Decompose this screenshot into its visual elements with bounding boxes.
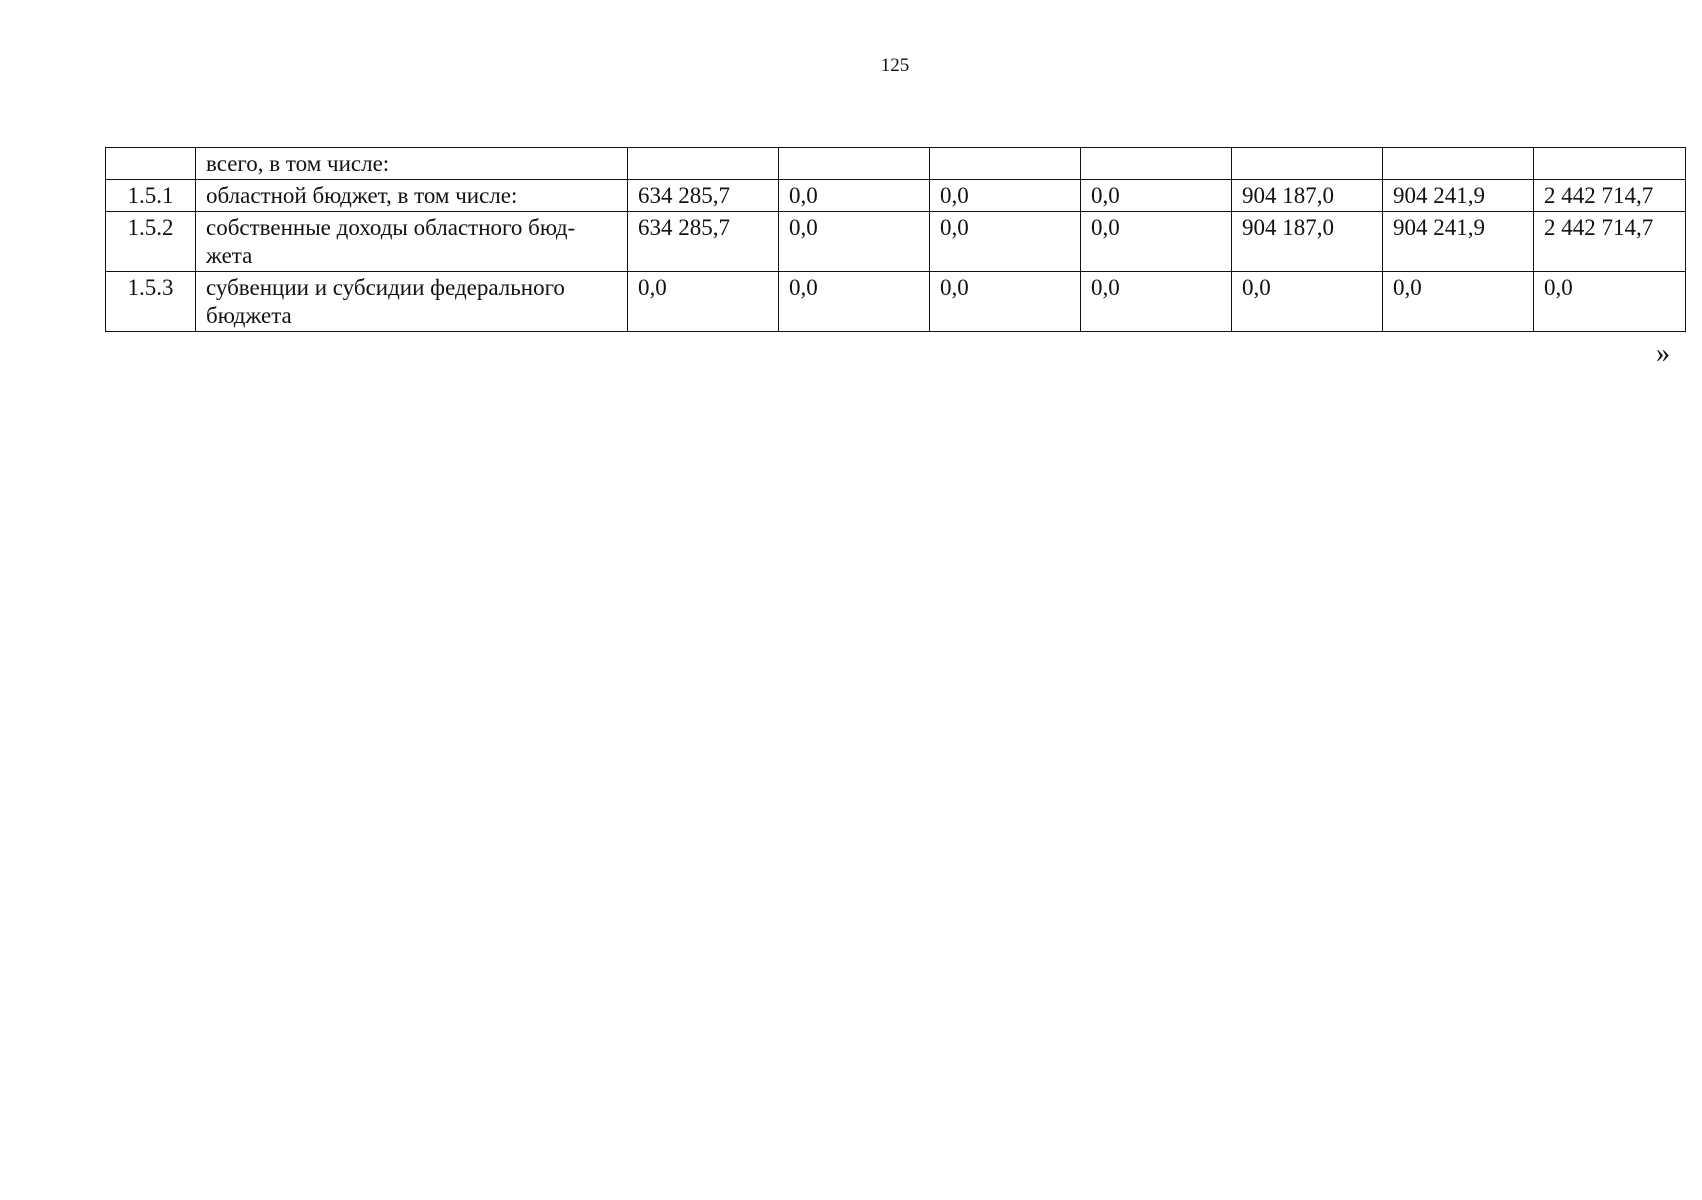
row-value: 904 241,9 — [1383, 212, 1534, 272]
row-value: 0,0 — [779, 180, 930, 212]
row-value: 2 442 714,7 — [1534, 212, 1686, 272]
row-name: областной бюджет, в том числе: — [196, 180, 628, 212]
row-value — [1534, 148, 1686, 180]
row-value: 0,0 — [1534, 272, 1686, 332]
row-name: собственные доходы областного бюд-жета — [196, 212, 628, 272]
row-value: 0,0 — [930, 180, 1081, 212]
row-value: 0,0 — [1081, 180, 1232, 212]
table-row — [106, 212, 1686, 272]
row-value — [628, 148, 779, 180]
table-body — [106, 148, 1686, 332]
row-value — [1383, 148, 1534, 180]
row-name: субвенции и субсидии федерального бюджета — [196, 272, 628, 332]
row-value: 0,0 — [930, 272, 1081, 332]
row-value: 0,0 — [1081, 212, 1232, 272]
budget-table — [105, 147, 1686, 332]
row-value: 0,0 — [930, 212, 1081, 272]
row-code: 1.5.3 — [106, 272, 196, 332]
row-value — [779, 148, 930, 180]
row-value — [1232, 148, 1383, 180]
row-value: 0,0 — [1081, 272, 1232, 332]
row-value: 2 442 714,7 — [1534, 180, 1686, 212]
row-code: 1.5.2 — [106, 212, 196, 272]
row-code: 1.5.1 — [106, 180, 196, 212]
row-value: 0,0 — [1232, 272, 1383, 332]
row-value: 904 187,0 — [1232, 212, 1383, 272]
row-name: всего, в том числе: — [196, 148, 628, 180]
page-number: 125 — [880, 55, 910, 76]
row-code — [106, 148, 196, 180]
table-row — [106, 272, 1686, 332]
row-value: 634 285,7 — [628, 212, 779, 272]
row-value: 0,0 — [779, 212, 930, 272]
table-row — [106, 148, 1686, 180]
table-row — [106, 180, 1686, 212]
row-value: 0,0 — [1383, 272, 1534, 332]
row-value: 904 241,9 — [1383, 180, 1534, 212]
row-value: 0,0 — [628, 272, 779, 332]
row-value: 634 285,7 — [628, 180, 779, 212]
closing-quote-mark: » — [1656, 338, 1670, 369]
row-value: 904 187,0 — [1232, 180, 1383, 212]
row-value: 0,0 — [779, 272, 930, 332]
row-value — [930, 148, 1081, 180]
row-value — [1081, 148, 1232, 180]
